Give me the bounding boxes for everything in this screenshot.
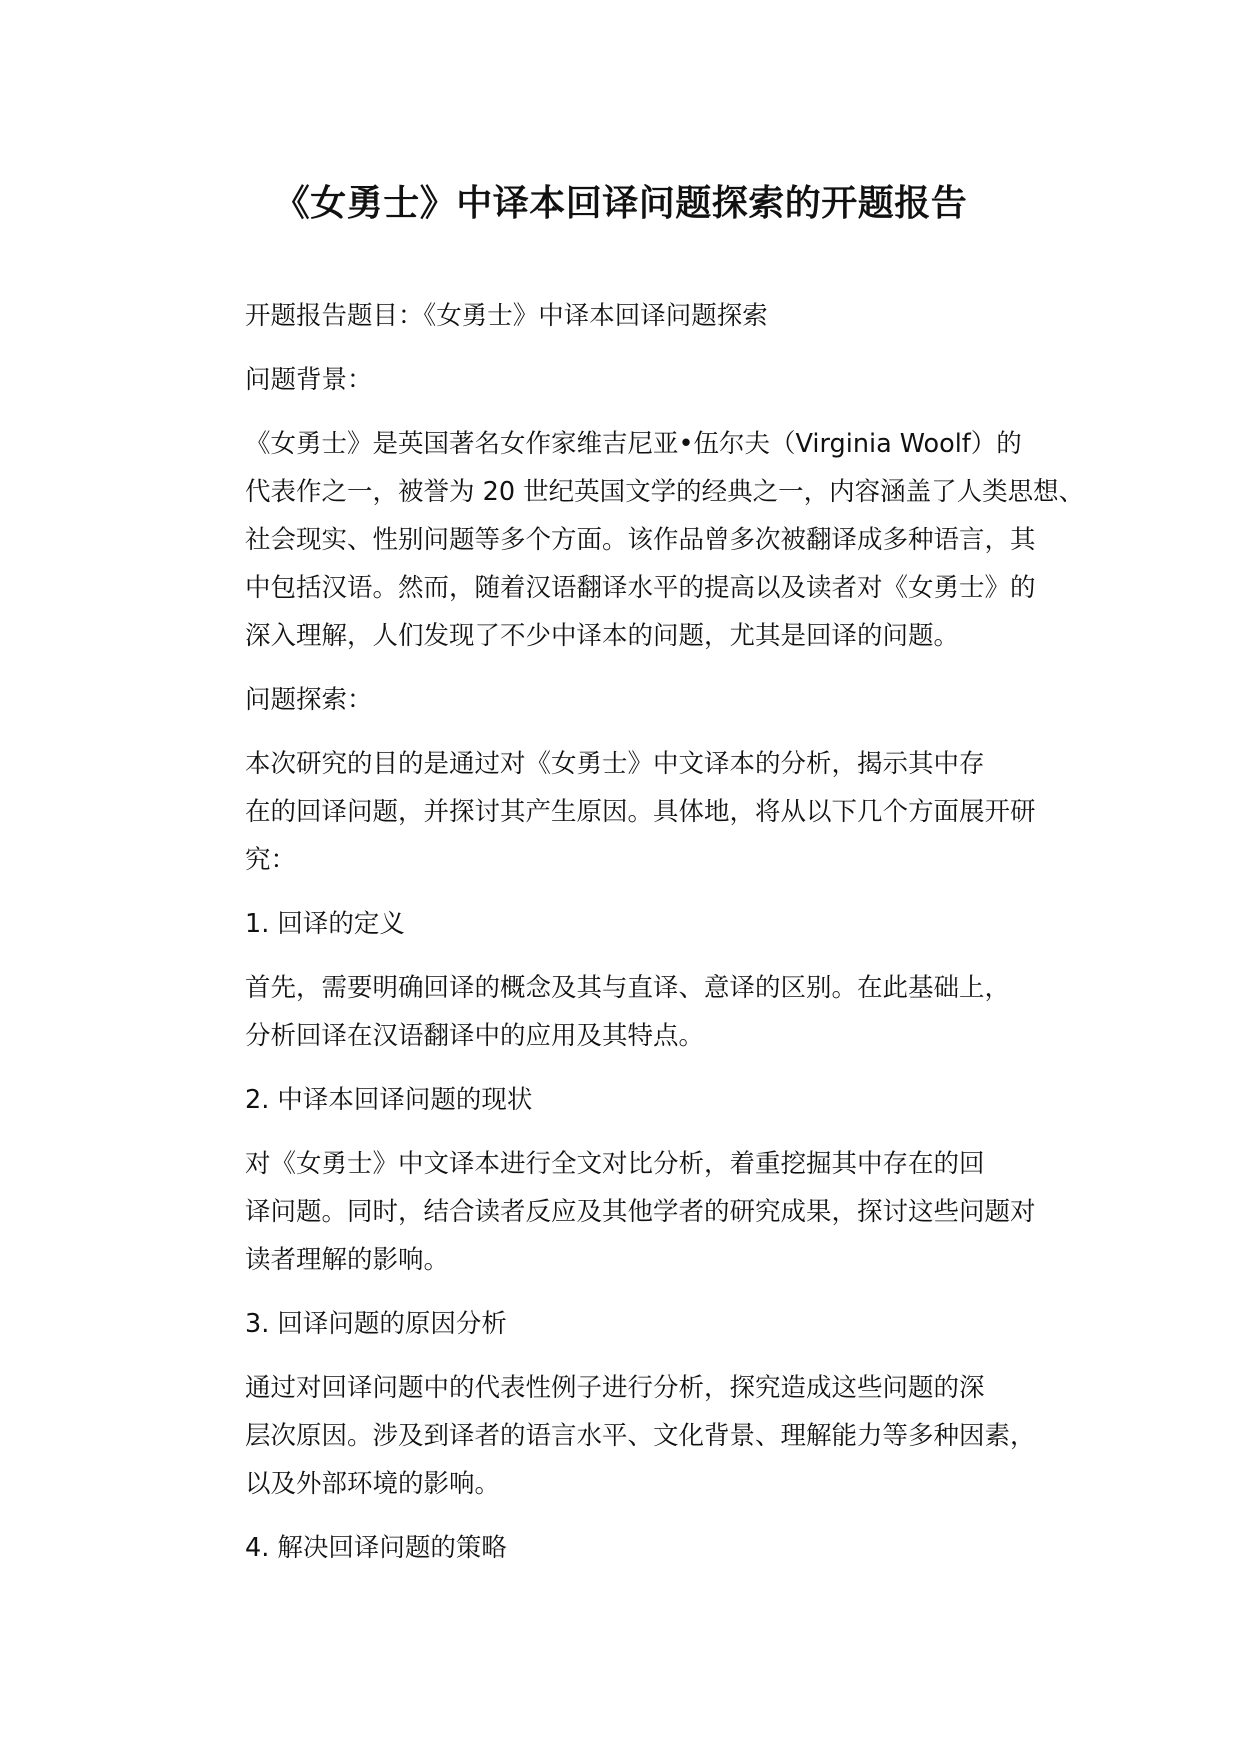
text-line: 在的回译问题，并探讨其产生原因。具体地，将从以下几个方面展开研 <box>245 797 1036 827</box>
paragraph-exploration-heading <box>188 676 1088 724</box>
paragraph-section-2 <box>188 1140 1088 1284</box>
text-line: 社会现实、性别问题等多个方面。该作品曾多次被翻译成多种语言，其 <box>245 525 1036 555</box>
paragraph-research-aim <box>188 740 1088 884</box>
text-line: 代表作之一，被誉为 20 世纪英国文学的经典之一，内容涵盖了人类思想、 <box>245 477 1085 507</box>
text-line: 以及外部环境的影响。 <box>245 1469 501 1499</box>
document-title: 《女勇士》中译本回译问题探索的开题报告 <box>273 183 968 224</box>
text-line: 读者理解的影响。 <box>245 1245 450 1275</box>
section-heading-2 <box>188 1076 1088 1124</box>
paragraph-report-topic <box>188 292 1088 340</box>
paragraph-section-3 <box>188 1364 1088 1508</box>
section-heading-4 <box>188 1524 1088 1572</box>
text-line: 4. 解决回译问题的策略 <box>245 1533 507 1563</box>
text-line: 3. 回译问题的原因分析 <box>245 1309 507 1339</box>
text-line: 1. 回译的定义 <box>245 909 405 939</box>
text-line: 层次原因。涉及到译者的语言水平、文化背景、理解能力等多种因素， <box>245 1421 1036 1451</box>
text-line: 本次研究的目的是通过对《女勇士》中文译本的分析，揭示其中存 <box>245 749 985 779</box>
paragraph-background-heading <box>188 356 1088 404</box>
text-line: 问题探索： <box>245 685 373 715</box>
document-body <box>188 292 1088 1588</box>
paragraph-background <box>188 420 1088 660</box>
text-line: 对《女勇士》中文译本进行全文对比分析，着重挖掘其中存在的回 <box>245 1149 985 1179</box>
text-line: 开题报告题目：《女勇士》中译本回译问题探索 <box>245 301 768 331</box>
text-line: 究： <box>245 845 297 875</box>
text-line: 通过对回译问题中的代表性例子进行分析，探究造成这些问题的深 <box>245 1373 985 1403</box>
paragraph-section-1 <box>188 964 1088 1060</box>
text-line: 2. 中译本回译问题的现状 <box>245 1085 533 1115</box>
section-heading-1 <box>188 900 1088 948</box>
text-line: 《女勇士》是英国著名女作家维吉尼亚•伍尔夫（Virginia Woolf）的 <box>245 429 1022 459</box>
text-line: 问题背景： <box>245 365 373 395</box>
text-line: 译问题。同时，结合读者反应及其他学者的研究成果，探讨这些问题对 <box>245 1197 1036 1227</box>
section-heading-3 <box>188 1300 1088 1348</box>
text-line: 分析回译在汉语翻译中的应用及其特点。 <box>245 1021 705 1051</box>
text-line: 中包括汉语。然而，随着汉语翻译水平的提高以及读者对《女勇士》的 <box>245 573 1036 603</box>
text-line: 首先，需要明确回译的概念及其与直译、意译的区别。在此基础上， <box>245 973 1011 1003</box>
text-line: 深入理解，人们发现了不少中译本的问题，尤其是回译的问题。 <box>245 621 960 651</box>
